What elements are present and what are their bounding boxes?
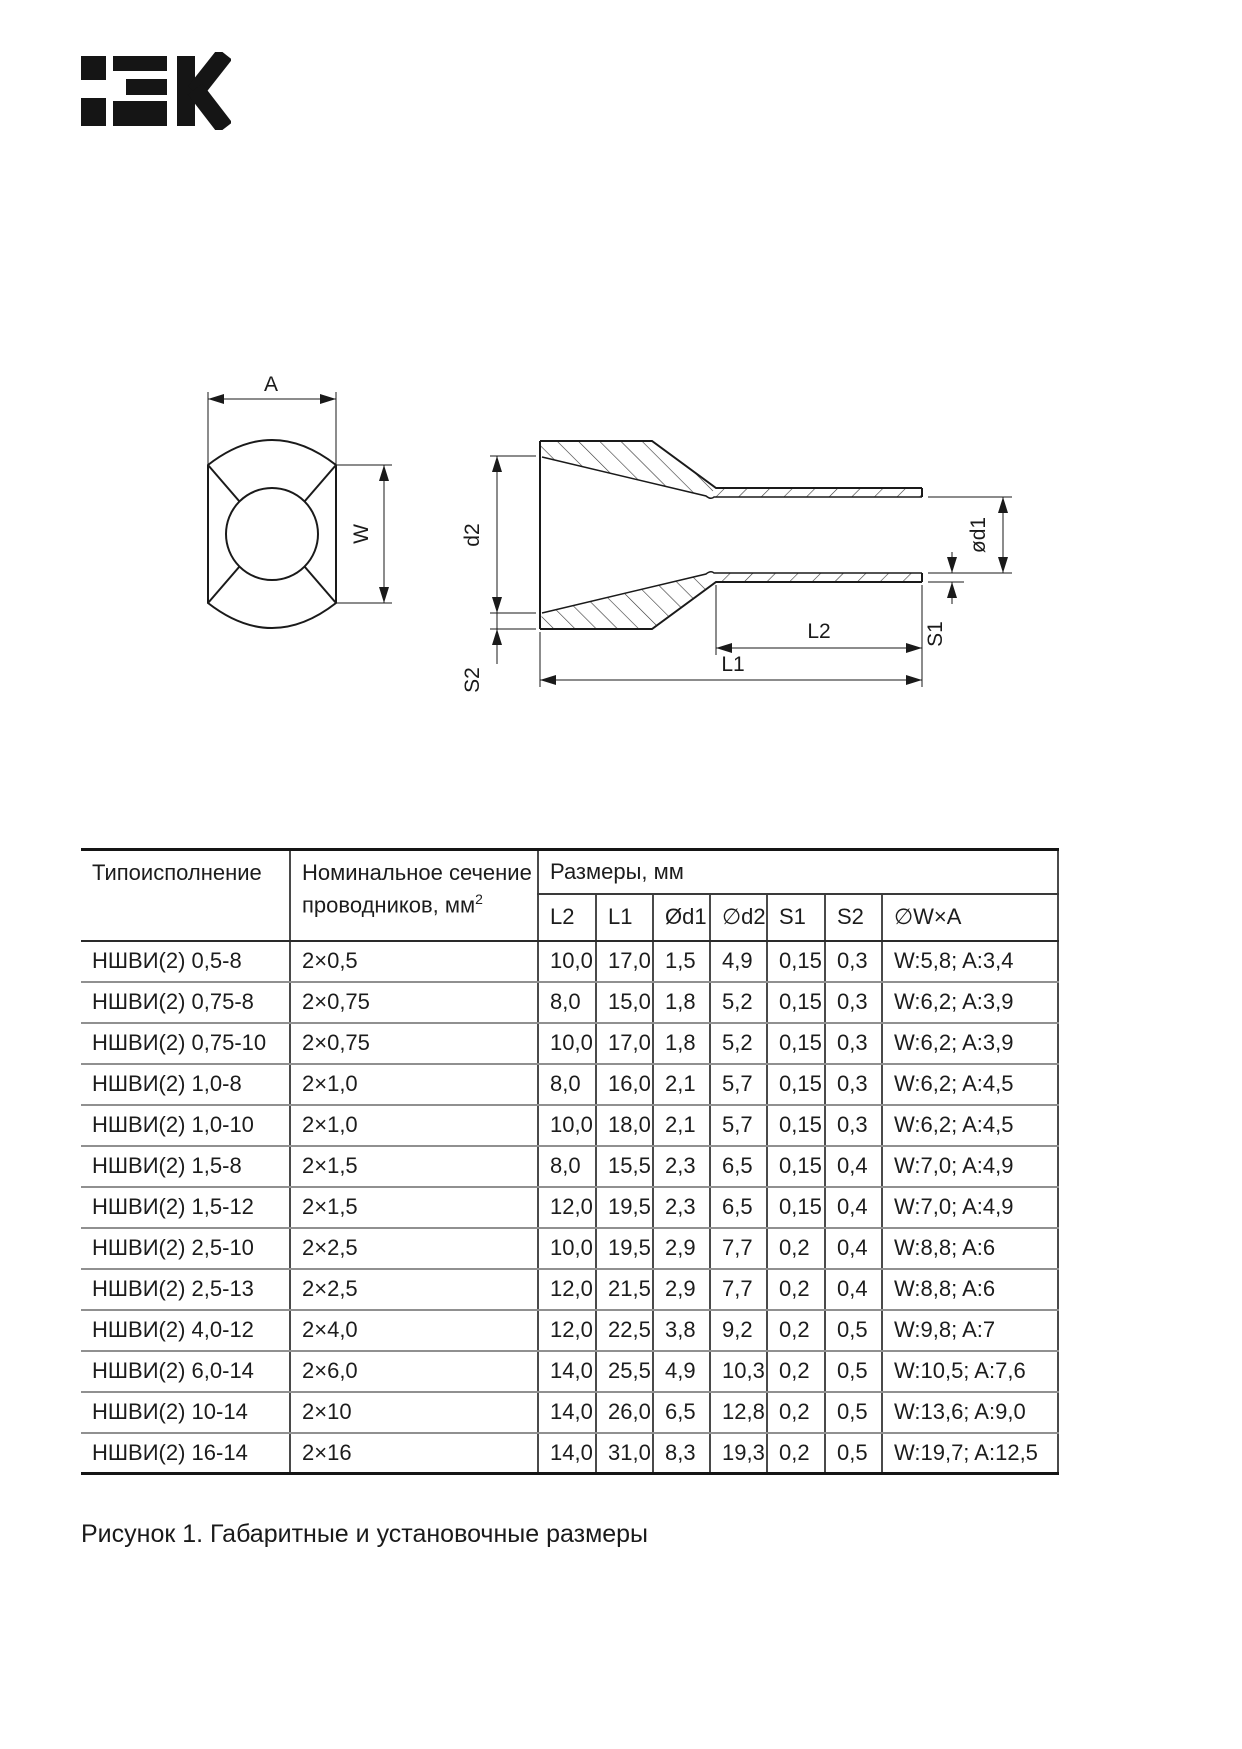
table-cell: 2×1,5 xyxy=(290,1187,538,1228)
tube-wall-top xyxy=(714,488,922,497)
table-cell: 14,0 xyxy=(538,1351,596,1392)
table-cell: 19,5 xyxy=(596,1228,653,1269)
table-cell: 5,7 xyxy=(710,1105,767,1146)
table-cell: 5,7 xyxy=(710,1064,767,1105)
table-cell: 0,15 xyxy=(767,941,825,982)
table-cell: 0,5 xyxy=(825,1433,882,1474)
logo-glyphs xyxy=(81,54,225,128)
table-cell: 2×10 xyxy=(290,1392,538,1433)
table-cell: 14,0 xyxy=(538,1392,596,1433)
table-cell: 5,2 xyxy=(710,1023,767,1064)
table-cell: 7,7 xyxy=(710,1228,767,1269)
front-height-label: W xyxy=(350,524,373,544)
table-cell: 12,0 xyxy=(538,1310,596,1351)
table-cell: 4,9 xyxy=(710,941,767,982)
table-row xyxy=(81,1433,1058,1474)
table-cell: W:6,2; A:3,9 xyxy=(882,1023,1058,1064)
table-cell: 31,0 xyxy=(596,1433,653,1474)
table-cell: НШВИ(2) 2,5-13 xyxy=(81,1269,290,1310)
logo-k-arm-down xyxy=(195,89,225,128)
side-d2-label: d2 xyxy=(461,523,484,547)
table-cell: 2×0,75 xyxy=(290,1023,538,1064)
tube-wall-bottom xyxy=(714,573,922,582)
table-cell: 6,5 xyxy=(710,1146,767,1187)
table-cell: НШВИ(2) 2,5-10 xyxy=(81,1228,290,1269)
table-cell: 10,0 xyxy=(538,1023,596,1064)
table-cell: 1,8 xyxy=(653,1023,710,1064)
table-cell: W:6,2; A:4,5 xyxy=(882,1064,1058,1105)
logo-e-top xyxy=(113,56,167,71)
logo-e-mid xyxy=(126,79,167,95)
table-row xyxy=(81,1310,1058,1351)
table-cell: НШВИ(2) 0,5-8 xyxy=(81,941,290,982)
front-width-label: A xyxy=(263,373,279,396)
table-cell: НШВИ(2) 1,5-8 xyxy=(81,1146,290,1187)
table-cell: W:8,8; A:6 xyxy=(882,1228,1058,1269)
side-l2-label: L2 xyxy=(807,620,831,643)
table-header-cross-section-sup: 2 xyxy=(475,891,483,907)
logo-i-body xyxy=(81,98,106,126)
table-cell: 0,15 xyxy=(767,1064,825,1105)
table-cell: НШВИ(2) 6,0-14 xyxy=(81,1351,290,1392)
logo-k-stem xyxy=(177,56,195,126)
table-cell: 2×2,5 xyxy=(290,1228,538,1269)
front-view xyxy=(208,392,392,628)
table-cell: НШВИ(2) 1,5-12 xyxy=(81,1187,290,1228)
table-cell: 0,3 xyxy=(825,1023,882,1064)
table-subheader-wxa: ∅W×A xyxy=(882,894,1058,941)
table-cell: W:19,7; A:12,5 xyxy=(882,1433,1058,1474)
table-cell: 0,5 xyxy=(825,1351,882,1392)
table-body xyxy=(81,941,1058,1474)
table-cell: 8,0 xyxy=(538,1146,596,1187)
table-cell: 22,5 xyxy=(596,1310,653,1351)
table-cell: 0,15 xyxy=(767,1187,825,1228)
table-cell: 0,2 xyxy=(767,1392,825,1433)
table-cell: W:8,8; A:6 xyxy=(882,1269,1058,1310)
side-s2-label: S2 xyxy=(461,667,484,693)
table-cell: 2×1,5 xyxy=(290,1146,538,1187)
table-cell: 8,0 xyxy=(538,1064,596,1105)
logo-e-bottom xyxy=(113,101,167,126)
table-cell: 2,9 xyxy=(653,1269,710,1310)
table-row xyxy=(81,1351,1058,1392)
table-row xyxy=(81,1228,1058,1269)
table-cell: 0,4 xyxy=(825,1269,882,1310)
table-cell: 2,9 xyxy=(653,1228,710,1269)
table-cell: НШВИ(2) 10-14 xyxy=(81,1392,290,1433)
table-cell: W:7,0; A:4,9 xyxy=(882,1187,1058,1228)
table-subheader-l2: L2 xyxy=(538,894,596,941)
table-cell: 0,2 xyxy=(767,1433,825,1474)
table-cell: 8,0 xyxy=(538,982,596,1023)
table-cell: 12,0 xyxy=(538,1269,596,1310)
side-d1-label: ød1 xyxy=(967,516,990,554)
table-cell: НШВИ(2) 1,0-8 xyxy=(81,1064,290,1105)
table-cell: W:7,0; A:4,9 xyxy=(882,1146,1058,1187)
table-cell: W:9,8; A:7 xyxy=(882,1310,1058,1351)
table-cell: 2,1 xyxy=(653,1105,710,1146)
table-cell: 25,5 xyxy=(596,1351,653,1392)
table-cell: 0,5 xyxy=(825,1310,882,1351)
table-cell: W:13,6; A:9,0 xyxy=(882,1392,1058,1433)
table-cell: 19,3 xyxy=(710,1433,767,1474)
table-cell: 3,8 xyxy=(653,1310,710,1351)
table-cell: 0,4 xyxy=(825,1187,882,1228)
table-cell: 2×1,0 xyxy=(290,1064,538,1105)
table-cell: НШВИ(2) 4,0-12 xyxy=(81,1310,290,1351)
dims-table xyxy=(81,848,1059,1475)
table-cell: W:5,8; A:3,4 xyxy=(882,941,1058,982)
table-cell: W:6,2; A:3,9 xyxy=(882,982,1058,1023)
table-header-cross-section xyxy=(290,850,538,941)
figure-caption: Рисунок 1. Габаритные и установочные размеры xyxy=(81,1520,649,1548)
table-cell: 2×4,0 xyxy=(290,1310,538,1351)
table-cell: 0,4 xyxy=(825,1228,882,1269)
table-cell: W:6,2; A:4,5 xyxy=(882,1105,1058,1146)
table-cell: 12,0 xyxy=(538,1187,596,1228)
table-cell: 2×2,5 xyxy=(290,1269,538,1310)
table-cell: 2×0,5 xyxy=(290,941,538,982)
table-cell: 1,8 xyxy=(653,982,710,1023)
table-cell: 5,2 xyxy=(710,982,767,1023)
table-cell: 2×1,0 xyxy=(290,1105,538,1146)
table-cell: 26,0 xyxy=(596,1392,653,1433)
table-cell: 19,5 xyxy=(596,1187,653,1228)
table-subheader-d2: ∅d2 xyxy=(710,894,767,941)
table-cell: 0,2 xyxy=(767,1269,825,1310)
table-cell: 0,3 xyxy=(825,982,882,1023)
table-cell: НШВИ(2) 16-14 xyxy=(92,1439,248,1465)
table-cell: НШВИ(2) 1,0-10 xyxy=(81,1105,290,1146)
table-cell: 0,15 xyxy=(767,1023,825,1064)
table-subheader-l1: L1 xyxy=(596,894,653,941)
table-cell: 0,5 xyxy=(825,1392,882,1433)
table-row xyxy=(81,1187,1058,1228)
logo-i-dot xyxy=(81,56,106,80)
table-row xyxy=(81,1064,1058,1105)
table-cell: 16,0 xyxy=(596,1064,653,1105)
table-cell: НШВИ(2) 0,75-10 xyxy=(81,1023,290,1064)
table-cell: 6,5 xyxy=(710,1187,767,1228)
side-view xyxy=(490,441,1012,687)
table-cell: 14,0 xyxy=(538,1433,596,1474)
table-cell: 15,0 xyxy=(596,982,653,1023)
brand-logo xyxy=(81,52,231,130)
table-cell: 0,15 xyxy=(767,982,825,1023)
table-cell: 2,3 xyxy=(653,1187,710,1228)
figure-drawing xyxy=(0,330,1242,720)
table-cell: 8,3 xyxy=(653,1433,710,1474)
table-cell: 10,0 xyxy=(538,1228,596,1269)
table-cell: W:10,5; A:7,6 xyxy=(882,1351,1058,1392)
table-row xyxy=(81,1392,1058,1433)
side-s1-label: S1 xyxy=(924,621,947,647)
table-header-dimensions: Размеры, мм xyxy=(538,850,1058,894)
table-cell: 0,3 xyxy=(825,1064,882,1105)
table-cell: 2,1 xyxy=(653,1064,710,1105)
table-row xyxy=(81,1105,1058,1146)
table-row xyxy=(81,1023,1058,1064)
table-cell: 2×6,0 xyxy=(290,1351,538,1392)
table-cell: 0,3 xyxy=(825,941,882,982)
table-subheader-s2: S2 xyxy=(825,894,882,941)
table-cell: 15,5 xyxy=(596,1146,653,1187)
table-cell: 10,3 xyxy=(710,1351,767,1392)
table-cell: 0,3 xyxy=(825,1105,882,1146)
table-cell: 4,9 xyxy=(653,1351,710,1392)
table-cell: 0,15 xyxy=(767,1146,825,1187)
table-cell: 0,15 xyxy=(767,1105,825,1146)
table-cell: 2×16 xyxy=(290,1433,538,1474)
table-cell: 2,3 xyxy=(653,1146,710,1187)
table-cell: 17,0 xyxy=(596,1023,653,1064)
table-cell: 21,5 xyxy=(596,1269,653,1310)
table-row xyxy=(81,982,1058,1023)
table-row xyxy=(81,1146,1058,1187)
table-cell: 0,4 xyxy=(825,1146,882,1187)
table-cell: 2×0,75 xyxy=(290,982,538,1023)
table-cell: 1,5 xyxy=(653,941,710,982)
table-cell: 0,2 xyxy=(767,1310,825,1351)
table-cell: 6,5 xyxy=(653,1392,710,1433)
table-cell: 0,2 xyxy=(767,1351,825,1392)
table-subheader-s1: S1 xyxy=(767,894,825,941)
side-l1-label: L1 xyxy=(721,653,745,676)
table-cell: 7,7 xyxy=(710,1269,767,1310)
table-cell: 18,0 xyxy=(596,1105,653,1146)
table-cell: 0,2 xyxy=(767,1228,825,1269)
table-row xyxy=(81,941,1058,982)
table-cell: 17,0 xyxy=(596,941,653,982)
table-subheader-d1: Ød1 xyxy=(653,894,710,941)
table-cell: 10,0 xyxy=(538,1105,596,1146)
table-header-type: Типоисполнение xyxy=(81,850,290,941)
table-cell: НШВИ(2) 0,75-8 xyxy=(81,982,290,1023)
table-cell: 12,8 xyxy=(710,1392,767,1433)
table-cell: 10,0 xyxy=(538,941,596,982)
table-row xyxy=(81,1269,1058,1310)
table-cell: 9,2 xyxy=(710,1310,767,1351)
table-header-cross-section-text: Номинальное сечение проводников, мм xyxy=(302,860,532,918)
